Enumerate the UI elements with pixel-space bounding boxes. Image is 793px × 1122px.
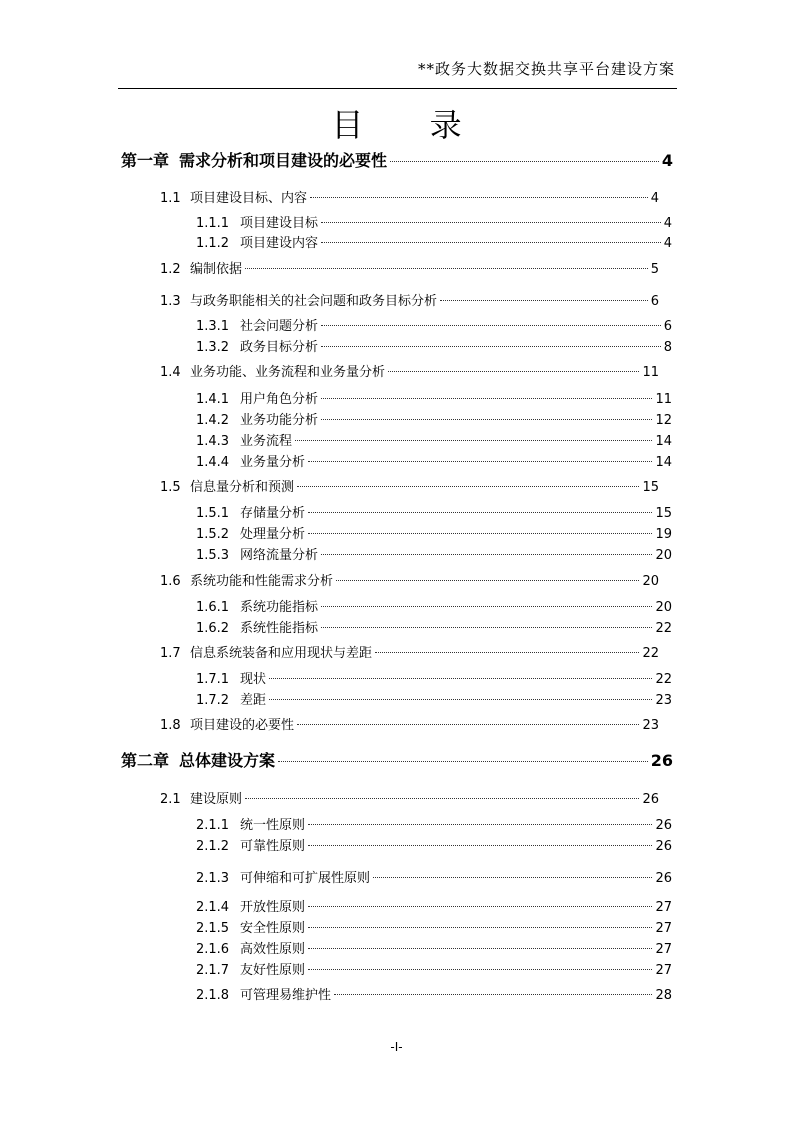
- dot-leader: [388, 371, 639, 372]
- toc-section-entry[interactable]: [160, 714, 659, 733]
- toc-subsection-entry[interactable]: [196, 409, 672, 428]
- dot-leader: [321, 627, 652, 628]
- dot-leader: [321, 606, 652, 607]
- toc-entry-number: 1.1: [160, 191, 181, 206]
- toc-subsection-entry[interactable]: [196, 959, 672, 978]
- dot-leader: [245, 798, 639, 799]
- toc-entry-number: 1.7.2: [196, 693, 230, 708]
- dot-leader: [308, 906, 652, 907]
- toc-entry-label: 政务目标分析: [240, 340, 319, 355]
- toc-entry-page: 14: [655, 455, 672, 470]
- dot-leader: [245, 268, 648, 269]
- toc-subsection-entry[interactable]: [196, 315, 672, 334]
- toc-entry-page: 23: [655, 693, 672, 708]
- toc-title: 目 录: [331, 106, 490, 144]
- toc-entry-label: 编制依据: [190, 262, 243, 277]
- dot-leader: [310, 197, 648, 198]
- toc-entry-number: 1.4.1: [196, 392, 230, 407]
- toc-entry-label: 存储量分析: [240, 506, 306, 521]
- toc-entry-number: 1.8: [160, 718, 181, 733]
- dot-leader: [321, 325, 661, 326]
- toc-entry-label: 系统功能和性能需求分析: [190, 574, 334, 589]
- toc-entry-page: 27: [655, 963, 672, 978]
- toc-entry-number: 2.1.1: [196, 818, 230, 833]
- toc-entry-page: 14: [655, 434, 672, 449]
- toc-entry-label: 业务功能分析: [240, 413, 319, 428]
- toc-entry-label: 系统功能指标: [240, 600, 319, 615]
- toc-entry-number: 1.5.2: [196, 527, 230, 542]
- toc-entry-label: 业务功能、业务流程和业务量分析: [190, 365, 386, 380]
- running-header: **政务大数据交换共享平台建设方案: [417, 60, 675, 78]
- toc-entry-number: 1.5: [160, 480, 181, 495]
- toc-entry-page: 4: [650, 191, 659, 206]
- toc-subsection-entry[interactable]: [196, 617, 672, 636]
- dot-leader: [269, 699, 652, 700]
- toc-section-entry[interactable]: [160, 788, 659, 807]
- toc-subsection-entry[interactable]: [196, 430, 672, 449]
- dot-leader: [308, 824, 652, 825]
- toc-entry-number: 1.4: [160, 365, 181, 380]
- toc-entry-label: 项目建设目标、内容: [190, 191, 308, 206]
- toc-entry-page: 26: [655, 818, 672, 833]
- toc-entry-number: 2.1.6: [196, 942, 230, 957]
- toc-entry-page: 11: [655, 392, 672, 407]
- toc-entry-label: 系统性能指标: [240, 621, 319, 636]
- toc-entry-page: 5: [650, 262, 659, 277]
- toc-subsection-entry[interactable]: [196, 814, 672, 833]
- toc-entry-number: 1.3: [160, 294, 181, 309]
- toc-entry-label: 与政务职能相关的社会问题和政务目标分析: [190, 294, 438, 309]
- dot-leader: [390, 161, 659, 162]
- toc-chapter-entry[interactable]: [121, 148, 673, 171]
- toc-entry-page: 27: [655, 921, 672, 936]
- dot-leader: [278, 761, 648, 762]
- toc-entry-label: 项目建设的必要性: [190, 718, 295, 733]
- toc-entry-number: 1.1.2: [196, 236, 230, 251]
- toc-entry-label: 需求分析和项目建设的必要性: [179, 151, 388, 170]
- toc-section-entry[interactable]: [160, 187, 659, 206]
- toc-entry-number: 2.1.8: [196, 988, 230, 1003]
- dot-leader: [321, 554, 652, 555]
- toc-entry-page: 15: [655, 506, 672, 521]
- dot-leader: [297, 724, 639, 725]
- toc-entry-label: 信息量分析和预测: [190, 480, 295, 495]
- dot-leader: [308, 461, 652, 462]
- page-number: -I-: [390, 1040, 403, 1054]
- toc-entry-number: 1.5.1: [196, 506, 230, 521]
- toc-entry-label: 社会问题分析: [240, 319, 319, 334]
- toc-entry-label: 友好性原则: [240, 963, 306, 978]
- toc-entry-number: 2.1.5: [196, 921, 230, 936]
- toc-subsection-entry[interactable]: [196, 938, 672, 957]
- toc-entry-number: 1.2: [160, 262, 181, 277]
- toc-subsection-entry[interactable]: [196, 544, 672, 563]
- toc-subsection-entry[interactable]: [196, 523, 672, 542]
- toc-entry-page: 20: [655, 548, 672, 563]
- toc-entry-label: 差距: [240, 693, 267, 708]
- toc-entry-number: 1.3.1: [196, 319, 230, 334]
- toc-entry-page: 12: [655, 413, 672, 428]
- toc-entry-label: 处理量分析: [240, 527, 306, 542]
- dot-leader: [308, 927, 652, 928]
- dot-leader: [308, 512, 652, 513]
- toc-entry-number: 1.5.3: [196, 548, 230, 563]
- toc-entry-label: 项目建设内容: [240, 236, 319, 251]
- toc-entry-number: 第一章: [121, 151, 170, 170]
- toc-section-entry[interactable]: [160, 476, 659, 495]
- toc-section-entry[interactable]: [160, 290, 659, 309]
- toc-entry-page: 20: [642, 574, 659, 589]
- dot-leader: [308, 845, 652, 846]
- toc-entry-label: 总体建设方案: [179, 751, 276, 770]
- toc-entry-number: 1.4.2: [196, 413, 230, 428]
- dot-leader: [321, 419, 652, 420]
- toc-entry-page: 4: [661, 151, 673, 170]
- toc-entry-number: 2.1: [160, 792, 181, 807]
- dot-leader: [269, 678, 652, 679]
- toc-entry-label: 可管理易维护性: [240, 988, 332, 1003]
- toc-entry-number: 1.7: [160, 646, 181, 661]
- toc-entry-label: 业务流程: [240, 434, 293, 449]
- toc-entry-label: 开放性原则: [240, 900, 306, 915]
- toc-entry-number: 1.3.2: [196, 340, 230, 355]
- toc-section-entry[interactable]: [160, 258, 659, 277]
- dot-leader: [297, 486, 639, 487]
- toc-entry-number: 1.4.3: [196, 434, 230, 449]
- toc-subsection-entry[interactable]: [196, 502, 672, 521]
- toc-section-entry[interactable]: [160, 570, 659, 589]
- toc-entry-page: 28: [655, 988, 672, 1003]
- toc-entry-page: 22: [655, 672, 672, 687]
- toc-entry-label: 可伸缩和可扩展性原则: [240, 871, 371, 886]
- toc-entry-number: 2.1.3: [196, 871, 230, 886]
- toc-entry-page: 15: [642, 480, 659, 495]
- toc-entry-page: 4: [663, 216, 672, 231]
- toc-entry-number: 1.1.1: [196, 216, 230, 231]
- toc-subsection-entry[interactable]: [196, 336, 672, 355]
- toc-entry-label: 统一性原则: [240, 818, 306, 833]
- toc-entry-number: 第二章: [121, 751, 170, 770]
- toc-entry-page: 26: [655, 871, 672, 886]
- toc-entry-page: 19: [655, 527, 672, 542]
- toc-subsection-entry[interactable]: [196, 917, 672, 936]
- dot-leader: [375, 652, 639, 653]
- toc-entry-page: 26: [655, 839, 672, 854]
- toc-entry-number: 1.6.1: [196, 600, 230, 615]
- toc-subsection-entry[interactable]: [196, 689, 672, 708]
- dot-leader: [373, 877, 652, 878]
- toc-entry-page: 26: [642, 792, 659, 807]
- toc-entry-page: 26: [650, 751, 673, 770]
- toc-chapter-entry[interactable]: [121, 748, 673, 771]
- toc-subsection-entry[interactable]: [196, 232, 672, 251]
- toc-entry-page: 4: [663, 236, 672, 251]
- toc-entry-label: 项目建设目标: [240, 216, 319, 231]
- toc-entry-page: 6: [663, 319, 672, 334]
- toc-entry-label: 可靠性原则: [240, 839, 306, 854]
- toc-entry-label: 信息系统装备和应用现状与差距: [190, 646, 373, 661]
- dot-leader: [336, 580, 639, 581]
- toc-entry-number: 1.6: [160, 574, 181, 589]
- toc-entry-label: 业务量分析: [240, 455, 306, 470]
- dot-leader: [295, 440, 652, 441]
- toc-section-entry[interactable]: [160, 642, 659, 661]
- dot-leader: [308, 948, 652, 949]
- dot-leader: [440, 300, 648, 301]
- toc-subsection-entry[interactable]: [196, 867, 672, 886]
- toc-subsection-entry[interactable]: [196, 388, 672, 407]
- dot-leader: [321, 242, 661, 243]
- toc-entry-number: 2.1.7: [196, 963, 230, 978]
- toc-entry-page: 23: [642, 718, 659, 733]
- toc-entry-number: 1.4.4: [196, 455, 230, 470]
- toc-entry-page: 8: [663, 340, 672, 355]
- toc-entry-number: 1.7.1: [196, 672, 230, 687]
- toc-subsection-entry[interactable]: [196, 984, 672, 1003]
- dot-leader: [308, 533, 652, 534]
- toc-entry-label: 网络流量分析: [240, 548, 319, 563]
- toc-entry-number: 2.1.4: [196, 900, 230, 915]
- dot-leader: [321, 346, 661, 347]
- toc-subsection-entry[interactable]: [196, 212, 672, 231]
- toc-entry-page: 27: [655, 900, 672, 915]
- toc-entry-page: 27: [655, 942, 672, 957]
- toc-entry-label: 安全性原则: [240, 921, 306, 936]
- dot-leader: [308, 969, 652, 970]
- toc-entry-number: 1.6.2: [196, 621, 230, 636]
- toc-subsection-entry[interactable]: [196, 896, 672, 915]
- toc-subsection-entry[interactable]: [196, 668, 672, 687]
- toc-subsection-entry[interactable]: [196, 596, 672, 615]
- toc-entry-label: 用户角色分析: [240, 392, 319, 407]
- toc-subsection-entry[interactable]: [196, 835, 672, 854]
- toc-entry-label: 建设原则: [190, 792, 243, 807]
- dot-leader: [334, 994, 652, 995]
- toc-entry-page: 22: [655, 621, 672, 636]
- toc-entry-page: 20: [655, 600, 672, 615]
- toc-entry-label: 高效性原则: [240, 942, 306, 957]
- dot-leader: [321, 222, 661, 223]
- toc-section-entry[interactable]: [160, 361, 659, 380]
- toc-entry-page: 22: [642, 646, 659, 661]
- toc-subsection-entry[interactable]: [196, 451, 672, 470]
- dot-leader: [321, 398, 652, 399]
- toc-entry-label: 现状: [240, 672, 267, 687]
- toc-entry-number: 2.1.2: [196, 839, 230, 854]
- toc-entry-page: 6: [650, 294, 659, 309]
- toc-entry-page: 11: [642, 365, 659, 380]
